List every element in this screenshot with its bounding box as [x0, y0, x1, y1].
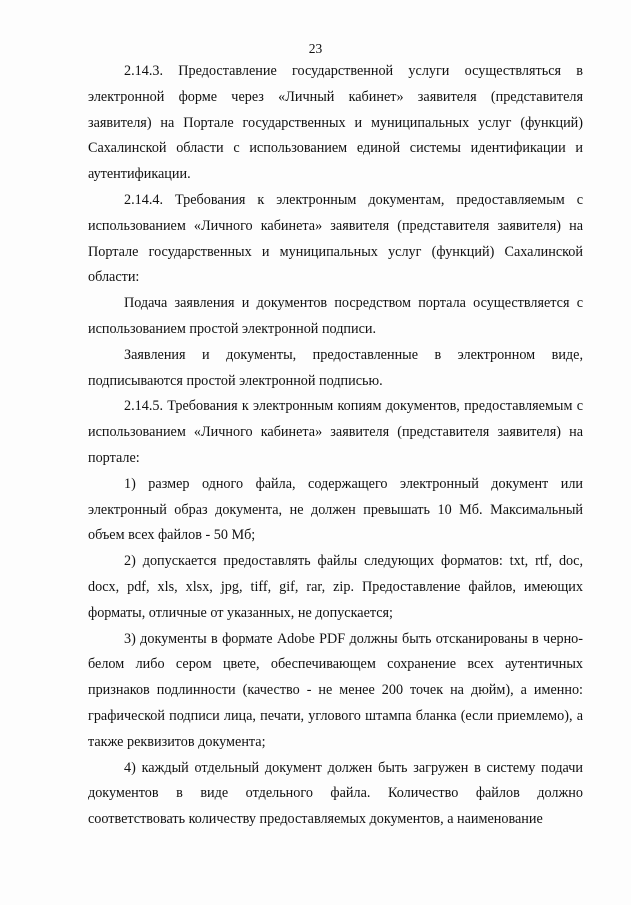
list-item-3: 3) документы в формате Adobe PDF должны быть отсканированы в черно-белом либо сером цвете, обеспечивающем сохранение всех аутентичных признаков подлинности (качество - не менее 200 точек на дюйм), а именно: графической подписи лица, печати, углового штампа бланка (если приемлемо), а также реквизитов документа; — [88, 630, 583, 750]
list-item-2: 2) допускается предоставлять файлы следующих форматов: txt, rtf, doc, docx, pdf, xls, xlsx, jpg, tiff, gif, rar, zip. Предоставление файлов, имеющих форматы, отличные от указанных, не допускается; — [88, 553, 583, 621]
paragraph-signed-documents: Заявления и документы, предоставленные в электронном виде, подписываются простой электронной подписью. — [88, 346, 583, 389]
paragraph-2-14-3: 2.14.3. Предоставление государственной услуги осуществляться в электронной форме через «Личный кабинет» заявителя (представителя заявителя) на Портале государственных и муниципальных услуг (функций) Сахалинской области с использованием единой системы идентификации и аутентификации. — [88, 63, 583, 183]
list-item-1: 1) размер одного файла, содержащего электронный документ или электронный образ документа, не должен превышать 10 Мб. Максимальный объем всех файлов - 50 Мб; — [88, 475, 583, 544]
paragraph-simple-signature: Подача заявления и документов посредством портала осуществляется с использованием простой электронной подписи. — [88, 295, 583, 337]
page-number: 23 — [308, 41, 323, 56]
list-item-4: 4) каждый отдельный документ должен быть загружен в систему подачи документов в виде отдельного файла. Количество файлов должно соответствовать количеству предоставляемых документов, а наименование — [88, 759, 583, 828]
document-body — [88, 59, 583, 833]
paragraph-2-14-5: 2.14.5. Требования к электронным копиям документов, предоставляемым с использованием «Личного кабинета» заявителя (представителя заявителя) на портале: — [88, 398, 583, 466]
paragraph-2-14-4: 2.14.4. Требования к электронным документам, предоставляемым с использованием «Личного кабинета» заявителя (представителя заявителя) на Портале государственных и муниципальных услуг (функций) Сахалинской области: — [88, 191, 583, 286]
